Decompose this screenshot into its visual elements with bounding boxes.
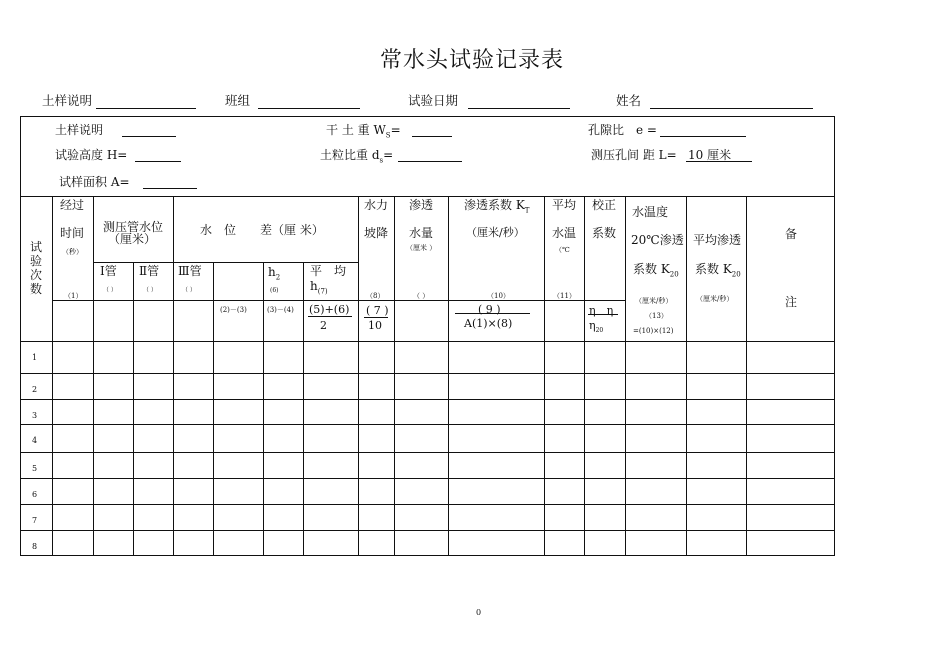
head-diff-header: 水 位 差（厘 米） bbox=[200, 223, 324, 237]
row-line-6 bbox=[20, 504, 834, 505]
row-number: 6 bbox=[32, 490, 38, 499]
trial-no-header: 试验次数 bbox=[29, 240, 42, 296]
correction-header: 校正 bbox=[592, 198, 617, 212]
gradient-den: 10 bbox=[368, 319, 382, 332]
formula-avg-den: 2 bbox=[320, 319, 327, 332]
temp-header-2: 水温 bbox=[552, 226, 577, 240]
k20-header-3: 系数 $K_{20}$ bbox=[633, 262, 679, 279]
elapsed-time-header-2: 时间 bbox=[60, 226, 85, 240]
gradient-bar bbox=[364, 317, 388, 318]
seepage-paren: （ ） bbox=[413, 292, 430, 300]
dry-weight-blank[interactable] bbox=[412, 136, 452, 137]
k20-unit: （厘米/秒） bbox=[635, 297, 673, 305]
gauge-distance-value: 10 厘米 bbox=[688, 148, 732, 162]
col-1-label: （1） bbox=[64, 292, 83, 300]
formula-3-4: (3)－(4) bbox=[267, 306, 294, 314]
row-line-3 bbox=[20, 424, 834, 425]
frame-right bbox=[834, 116, 835, 555]
soil-desc-blank[interactable] bbox=[96, 108, 196, 109]
col-line-b bbox=[93, 196, 94, 555]
temp-unit: （℃ bbox=[555, 246, 570, 254]
row-line-7 bbox=[20, 530, 834, 531]
col-line-a bbox=[52, 196, 53, 555]
col-line-e bbox=[213, 262, 214, 555]
row-line-4 bbox=[20, 452, 834, 453]
row-number: 4 bbox=[32, 436, 38, 445]
class-group-label: 班组 bbox=[225, 93, 251, 108]
col-11-label: （11） bbox=[553, 292, 576, 300]
col-line-o bbox=[746, 196, 747, 555]
avg-h-header: 平 均 bbox=[310, 264, 347, 278]
col-line-n bbox=[686, 196, 687, 555]
eta-den: $\eta_{20}$ bbox=[589, 319, 604, 335]
notes-header: 备 bbox=[785, 227, 798, 241]
eta-num: η η bbox=[589, 304, 614, 317]
col-13-formula: =(10)×(12) bbox=[633, 327, 674, 335]
formula-avg-bar bbox=[308, 316, 352, 317]
soil-desc-label: 土样说明 bbox=[42, 93, 93, 108]
row-number: 2 bbox=[32, 385, 38, 394]
row-number: 7 bbox=[32, 516, 38, 525]
info-soil-desc-blank[interactable] bbox=[122, 136, 176, 137]
gradient-num: ( 7 ) bbox=[366, 304, 389, 317]
col-10-label: （10） bbox=[487, 292, 510, 300]
specific-gravity-blank[interactable] bbox=[398, 161, 462, 162]
specific-gravity-label: 土粒比重 $d_s=$ bbox=[320, 148, 394, 165]
col-8-label: （8） bbox=[366, 292, 385, 300]
elapsed-unit: （秒） bbox=[62, 248, 83, 256]
tube-3-header: Ⅲ管 bbox=[178, 264, 202, 278]
sample-area-blank[interactable] bbox=[143, 188, 197, 189]
seepage-header: 渗透 bbox=[409, 198, 434, 212]
frame-left bbox=[20, 116, 21, 555]
row-line-1 bbox=[20, 373, 834, 374]
tube-2-paren: （ ） bbox=[143, 287, 157, 294]
gauge-distance-underline bbox=[686, 161, 752, 162]
gauge-distance-label: 测压孔间 距 L= bbox=[591, 148, 677, 162]
gradient-header: 水力 bbox=[364, 198, 389, 212]
row-number: 8 bbox=[32, 542, 38, 551]
dry-weight-label: 干 土 重 $W_S=$ bbox=[326, 123, 401, 140]
avg-k20-unit: （厘米/秒） bbox=[696, 295, 734, 303]
col-line-l bbox=[584, 196, 585, 555]
header-bottom-line bbox=[20, 341, 834, 342]
col-line-f bbox=[263, 262, 264, 555]
col-line-j bbox=[448, 196, 449, 555]
col-line-k bbox=[544, 196, 545, 555]
row-number: 5 bbox=[32, 464, 38, 473]
eta-bar bbox=[588, 314, 618, 315]
coef-den: A(1)×(8) bbox=[464, 317, 513, 330]
avg-k20-header: 平均渗透 bbox=[693, 233, 742, 247]
name-label: 姓名 bbox=[616, 93, 642, 108]
h2-header: $h_2$ bbox=[268, 265, 281, 282]
gradient-header-2: 坡降 bbox=[364, 226, 389, 240]
frame-bottom bbox=[20, 555, 835, 556]
page-title: 常水头试验记录表 bbox=[380, 48, 565, 73]
coef-bar bbox=[455, 313, 530, 314]
page-number: 0 bbox=[476, 608, 482, 617]
sample-area-label: 试样面积 A= bbox=[59, 175, 130, 189]
coef-unit: （厘米/秒） bbox=[466, 226, 525, 239]
col-6-label: (6) bbox=[270, 287, 279, 294]
void-ratio-label: 孔隙比 e = bbox=[588, 123, 657, 137]
col-13-label: （13） bbox=[645, 312, 668, 320]
avg-k20-header-2: 系数 $K_{20}$ bbox=[695, 262, 741, 279]
test-date-blank[interactable] bbox=[468, 108, 570, 109]
seepage-unit: （厘米 ） bbox=[406, 244, 437, 252]
tube-1-paren: （ ） bbox=[103, 287, 117, 294]
piezo-unit: （厘米） bbox=[108, 232, 157, 246]
tube-3-paren: （ ） bbox=[182, 287, 196, 294]
piezo-header: 测压管水位 bbox=[103, 220, 164, 234]
coef-header: 渗透系数 $K_T$ bbox=[464, 198, 530, 215]
tube-1-header: Ⅰ管 bbox=[100, 264, 117, 278]
col-line-i bbox=[394, 196, 395, 555]
h7-header: $h_{(7)}$ bbox=[310, 279, 328, 296]
formula-avg-num: (5)+(6) bbox=[309, 303, 350, 316]
name-blank[interactable] bbox=[650, 108, 813, 109]
col-line-c bbox=[133, 262, 134, 555]
col-line-d bbox=[173, 196, 174, 555]
col-line-m bbox=[625, 196, 626, 555]
col-line-g bbox=[303, 262, 304, 555]
info-soil-desc: 土样说明 bbox=[55, 123, 104, 137]
formula-2-3: (2)－(3) bbox=[220, 306, 247, 314]
header-mid-line bbox=[52, 300, 625, 301]
frame-top bbox=[20, 116, 834, 117]
row-line-2 bbox=[20, 399, 834, 400]
coef-num: ( 9 ) bbox=[478, 303, 501, 316]
tube-2-header: Ⅱ管 bbox=[139, 264, 160, 278]
elapsed-time-header: 经过 bbox=[60, 198, 85, 212]
void-ratio-blank[interactable] bbox=[660, 136, 746, 137]
row-number: 3 bbox=[32, 411, 38, 420]
col-line-h bbox=[358, 196, 359, 555]
k20-header-2: 20℃渗透 bbox=[631, 233, 684, 247]
sample-height-label: 试验高度 H= bbox=[55, 148, 128, 162]
table-top-line bbox=[20, 196, 834, 197]
notes-header-2: 注 bbox=[785, 295, 798, 309]
class-group-blank[interactable] bbox=[258, 108, 360, 109]
row-line-5 bbox=[20, 478, 834, 479]
test-date-label: 试验日期 bbox=[408, 93, 459, 108]
sample-height-blank[interactable] bbox=[135, 161, 181, 162]
correction-header-2: 系数 bbox=[592, 226, 617, 240]
k20-header: 水温度 bbox=[632, 205, 669, 219]
temp-header: 平均 bbox=[552, 198, 577, 212]
row-number: 1 bbox=[32, 353, 38, 362]
seepage-header-2: 水量 bbox=[409, 226, 434, 240]
